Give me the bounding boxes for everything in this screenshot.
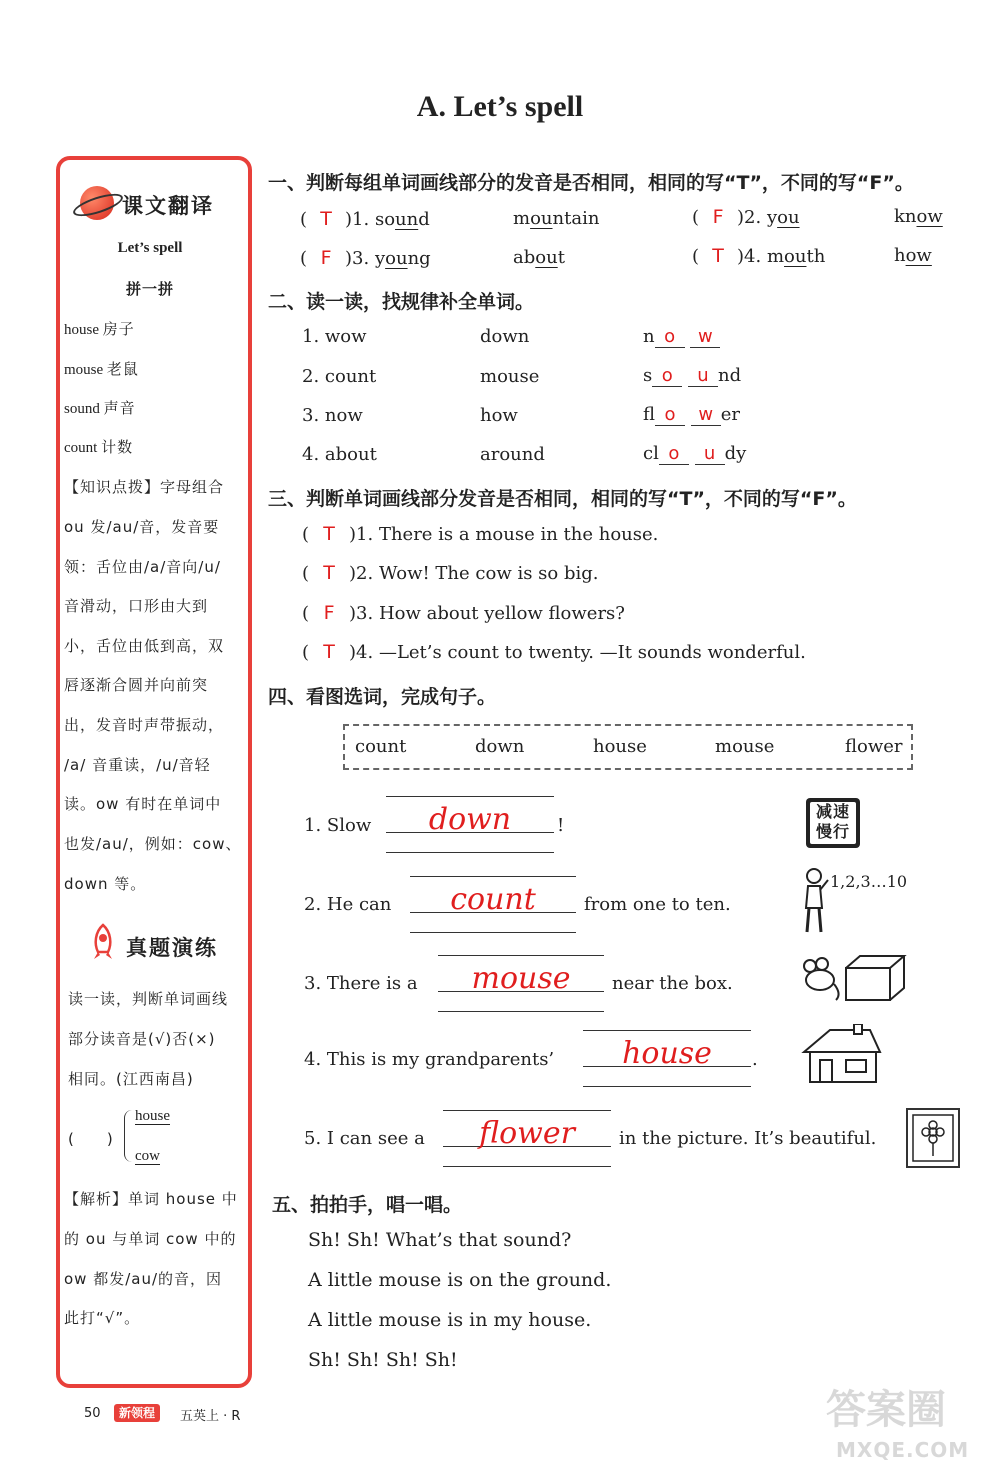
tip-line: /a/ 音重读，/u/音轻 [64, 756, 211, 774]
tip-line: ou 发/au/音，发音要 [64, 518, 220, 536]
handwritten-answer: count [450, 882, 536, 917]
sec1-item: ( F )2. you [692, 206, 800, 228]
slow-sign-icon: 减速慢行 [806, 798, 860, 848]
word-bank-item: count [355, 736, 407, 757]
tip-line: 唇逐渐合圆并向前突 [64, 676, 209, 694]
sidebar-subheading: 拼一拼 [125, 280, 174, 298]
sec1-item: ( F )3. young [300, 247, 431, 269]
word-bank-box [343, 724, 913, 770]
song-line: Sh! Sh! What’s that sound? [308, 1229, 572, 1251]
vocab-item: count 计数 [64, 438, 134, 456]
sec3-item: ( F )3. How about yellow flowers? [302, 602, 625, 624]
brace [124, 1110, 133, 1162]
sec2-word: 1. wow [302, 326, 367, 347]
vocab-item: mouse 老鼠 [64, 360, 139, 378]
sec2-word: around [480, 444, 545, 465]
song-line: Sh! Sh! Sh! Sh! [308, 1349, 458, 1371]
sec1-word: about [513, 247, 565, 268]
tip-line: 音滑动，口形由大到 [64, 597, 209, 615]
word-bank-item: down [475, 736, 525, 757]
tip-line: 出，发音时声带振动， [64, 716, 225, 734]
sec1-word: how [894, 245, 932, 266]
word-bank-item: flower [845, 736, 903, 757]
watermark-logo: 答案圈 [826, 1387, 946, 1433]
tip-line: 【知识点拨】字母组合 [64, 478, 225, 496]
tip-line: 读。ow 有时在单词中 [64, 795, 222, 813]
sentence-suffix: near the box. [612, 973, 733, 994]
answer-lines [438, 955, 604, 1013]
answer-lines [386, 796, 554, 854]
section-3-heading: 三、判断单词画线部分发音是否相同，相同的写“T”，不同的写“F”。 [268, 488, 857, 510]
sentence-suffix: from one to ten. [584, 894, 731, 915]
boy-counting-icon [800, 866, 830, 938]
handwritten-answer: mouse [471, 961, 571, 996]
sec1-item: ( T )4. mouth [692, 245, 826, 267]
sec2-word: how [480, 405, 518, 426]
answer-lines [410, 876, 576, 934]
sec2-word: 2. count [302, 366, 377, 387]
flower-picture-icon [906, 1108, 960, 1168]
handwritten-answer: down [428, 802, 512, 837]
sec2-fill: s o u nd [643, 365, 742, 386]
sec2-word: mouse [480, 366, 540, 387]
sec3-item: ( T )1. There is a mouse in the house. [302, 523, 659, 545]
analysis-line: ow 都发/au/的音，因 [64, 1270, 223, 1288]
exam-line: 读一读，判断单词画线 [68, 990, 229, 1008]
watermark-url: MXQE.COM [836, 1438, 970, 1462]
sentence-suffix: in the picture. It’s beautiful. [619, 1128, 877, 1149]
answer-lines [443, 1110, 611, 1168]
sentence-prefix: 1. Slow [304, 815, 372, 836]
sidebar-subtitle: Let’s spell [117, 240, 183, 256]
sentence-prefix: 2. He can [304, 894, 392, 915]
handwritten-answer: house [622, 1036, 712, 1071]
sec2-fill: fl o w er [643, 404, 741, 425]
sec2-word: 4. about [302, 444, 377, 465]
sentence-suffix: . [752, 1049, 758, 1070]
sec2-fill: n o w [643, 326, 720, 348]
sentence-prefix: 5. I can see a [304, 1128, 425, 1149]
handwritten-answer: flower [479, 1116, 575, 1151]
song-line: A little mouse is in my house. [308, 1309, 592, 1331]
mouse-box-icon [800, 950, 910, 1004]
rocket-icon [86, 922, 120, 962]
section-1-heading: 一、判断每组单词画线部分的发音是否相同，相同的写“T”，不同的写“F”。 [268, 172, 914, 194]
exam-line: 相同。(江西南昌) [68, 1070, 194, 1088]
page-number: 50 [84, 1406, 101, 1421]
exam-word: house [135, 1108, 170, 1124]
song-line: A little mouse is on the ground. [308, 1269, 612, 1291]
sec1-item: ( T )1. sound [300, 208, 430, 230]
analysis-line: 的 ou 与单词 cow 中的 [64, 1230, 237, 1248]
section-2-heading: 二、读一读，找规律补全单词。 [268, 291, 535, 313]
sentence-suffix: ! [557, 815, 565, 836]
word-bank-item: mouse [715, 736, 775, 757]
vocab-item: house 房子 [64, 320, 135, 338]
translation-heading: 课文翻译 [122, 194, 214, 218]
sec1-word: mountain [513, 208, 600, 229]
exam-answer-paren: ( ) [68, 1130, 114, 1148]
sentence-prefix: 3. There is a [304, 973, 418, 994]
sec1-word: know [894, 206, 943, 227]
sentence-prefix: 4. This is my grandparents’ [304, 1049, 555, 1070]
tip-line: 也发/au/，例如：cow、 [64, 835, 242, 853]
answer-lines [583, 1030, 751, 1088]
practice-heading: 真题演练 [126, 936, 218, 960]
counting-text: 1,2,3…10 [830, 872, 908, 891]
sec3-item: ( T )2. Wow! The cow is so big. [302, 562, 599, 584]
brand-badge: 新领程 [114, 1404, 160, 1421]
vocab-item: sound 声音 [64, 399, 136, 417]
grade-label: 五英上 · R [180, 1409, 241, 1424]
tip-line: down 等。 [64, 875, 147, 893]
analysis-line: 【解析】单词 house 中 [64, 1190, 238, 1208]
tip-line: 小，舌位由低到高，双 [64, 637, 225, 655]
page-title: A. Let’s spell [416, 90, 584, 123]
word-bank-item: house [593, 736, 647, 757]
exam-word: cow [135, 1148, 160, 1164]
planet-icon [80, 186, 114, 220]
analysis-line: 此打“√”。 [64, 1309, 141, 1327]
sec2-word: 3. now [302, 405, 363, 426]
sec2-fill: cl o u dy [643, 443, 747, 464]
tip-line: 领：舌位由/a/音向/u/ [64, 558, 221, 576]
section-5-heading: 五、拍拍手，唱一唱。 [272, 1194, 463, 1216]
section-4-heading: 四、看图选词，完成句子。 [268, 686, 497, 708]
exam-line: 部分读音是(√)否(×) [68, 1030, 216, 1048]
house-icon [800, 1024, 884, 1086]
sec3-item: ( T )4. —Let’s count to twenty. —It sounds wonderful. [302, 641, 806, 663]
sec2-word: down [480, 326, 530, 347]
